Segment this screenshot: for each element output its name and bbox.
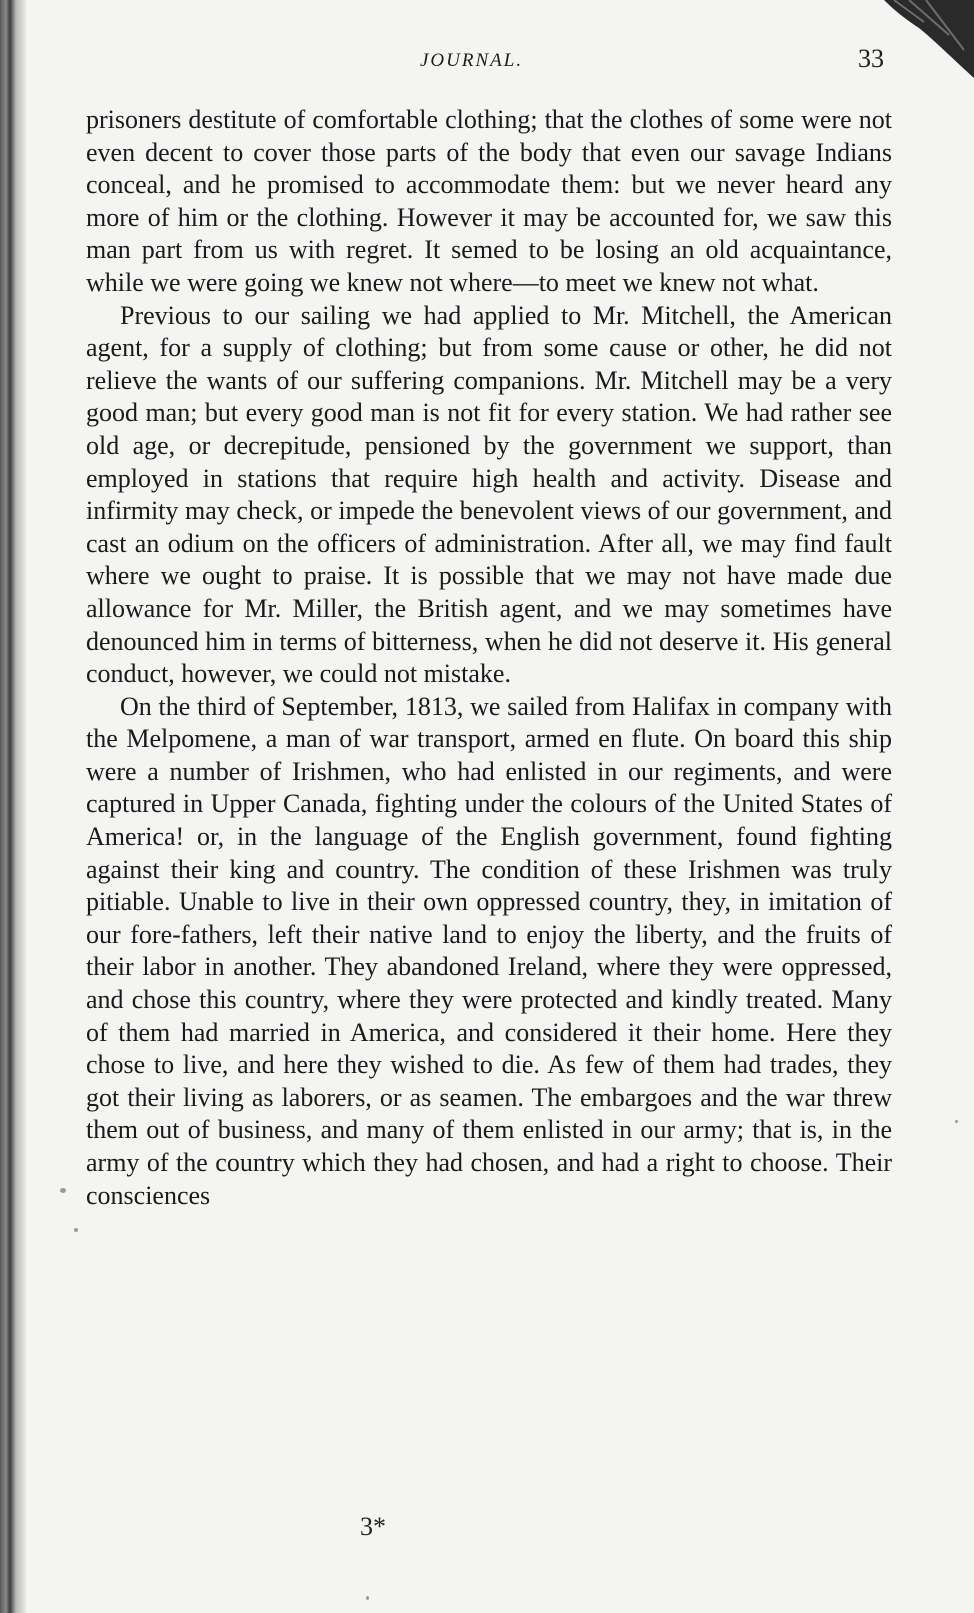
page-header bbox=[0, 44, 974, 78]
paragraph-2: Previous to our sailing we had applied to Mr. Mitchell, the American agent, for a supply of clothing; but from some cause or other, he did not relieve the wants of our suffering companions. Mr. Mitchell may be a very good man; but every good man is not fit for every station. We had rather see old age, or decrepitude, pensioned by the government we support, than employed in stations that require high health and activity. Disease and infirmity may check, or impede the benevolent views of our government, and cast an odium on the officers of administration. After all, we may find fault where we ought to praise. It is possible that we may not have made due allowance for Mr. Miller, the British agent, and we may sometimes have denounced him in terms of bitterness, when he did not deserve it. His general conduct, however, we could not mistake. bbox=[86, 300, 892, 689]
paragraph-1: prisoners destitute of comfortable clothing; that the clothes of some were not even decent to cover those parts of the body that even our savage Indians conceal, and he promised to accommodate them: but we never heard any more of him or the clothing. However it may be accounted for, we saw this man part from us with regret. It semed to be losing an old acquaintance, while we were going we knew not where—to meet we knew not what. bbox=[86, 105, 892, 297]
paper-speck bbox=[366, 1596, 369, 1600]
signature-mark: 3* bbox=[360, 1512, 386, 1541]
running-title: JOURNAL. bbox=[420, 50, 524, 71]
paper-speck bbox=[955, 1120, 958, 1123]
page-number: 33 bbox=[858, 44, 884, 73]
paragraph-3: On the third of September, 1813, we sailed from Halifax in company with the Melpomene, a man of war transport, armed en flute. On board this ship were a number of Irishmen, who had enlisted in our regiments, and were captured in Upper Canada, fighting under the colours of the United States of America! or, in the language of the English government, found fighting against their king and country. The condition of these Irishmen was truly pitiable. Unable to live in their own oppressed country, they, in imitation of our fore-fathers, left their native land to enjoy the liberty, and the fruits of their labor in another. They abandoned Ireland, where they were oppressed, and chose this country, where they were protected and kindly treated. Many of them had married in America, and considered it their home. Here they chose to live, and here they wished to die. As few of them had trades, they got their living as laborers, or as seamen. The embargoes and the war threw them out of business, and many of them enlisted in our army; that is, in the army of the country which they had chosen, and had a right to choose. Their consciences bbox=[86, 691, 892, 1210]
book-spine-shadow bbox=[0, 0, 26, 1613]
paper-speck bbox=[74, 1228, 78, 1232]
paper-speck bbox=[60, 1188, 66, 1193]
body-text bbox=[86, 104, 892, 1212]
